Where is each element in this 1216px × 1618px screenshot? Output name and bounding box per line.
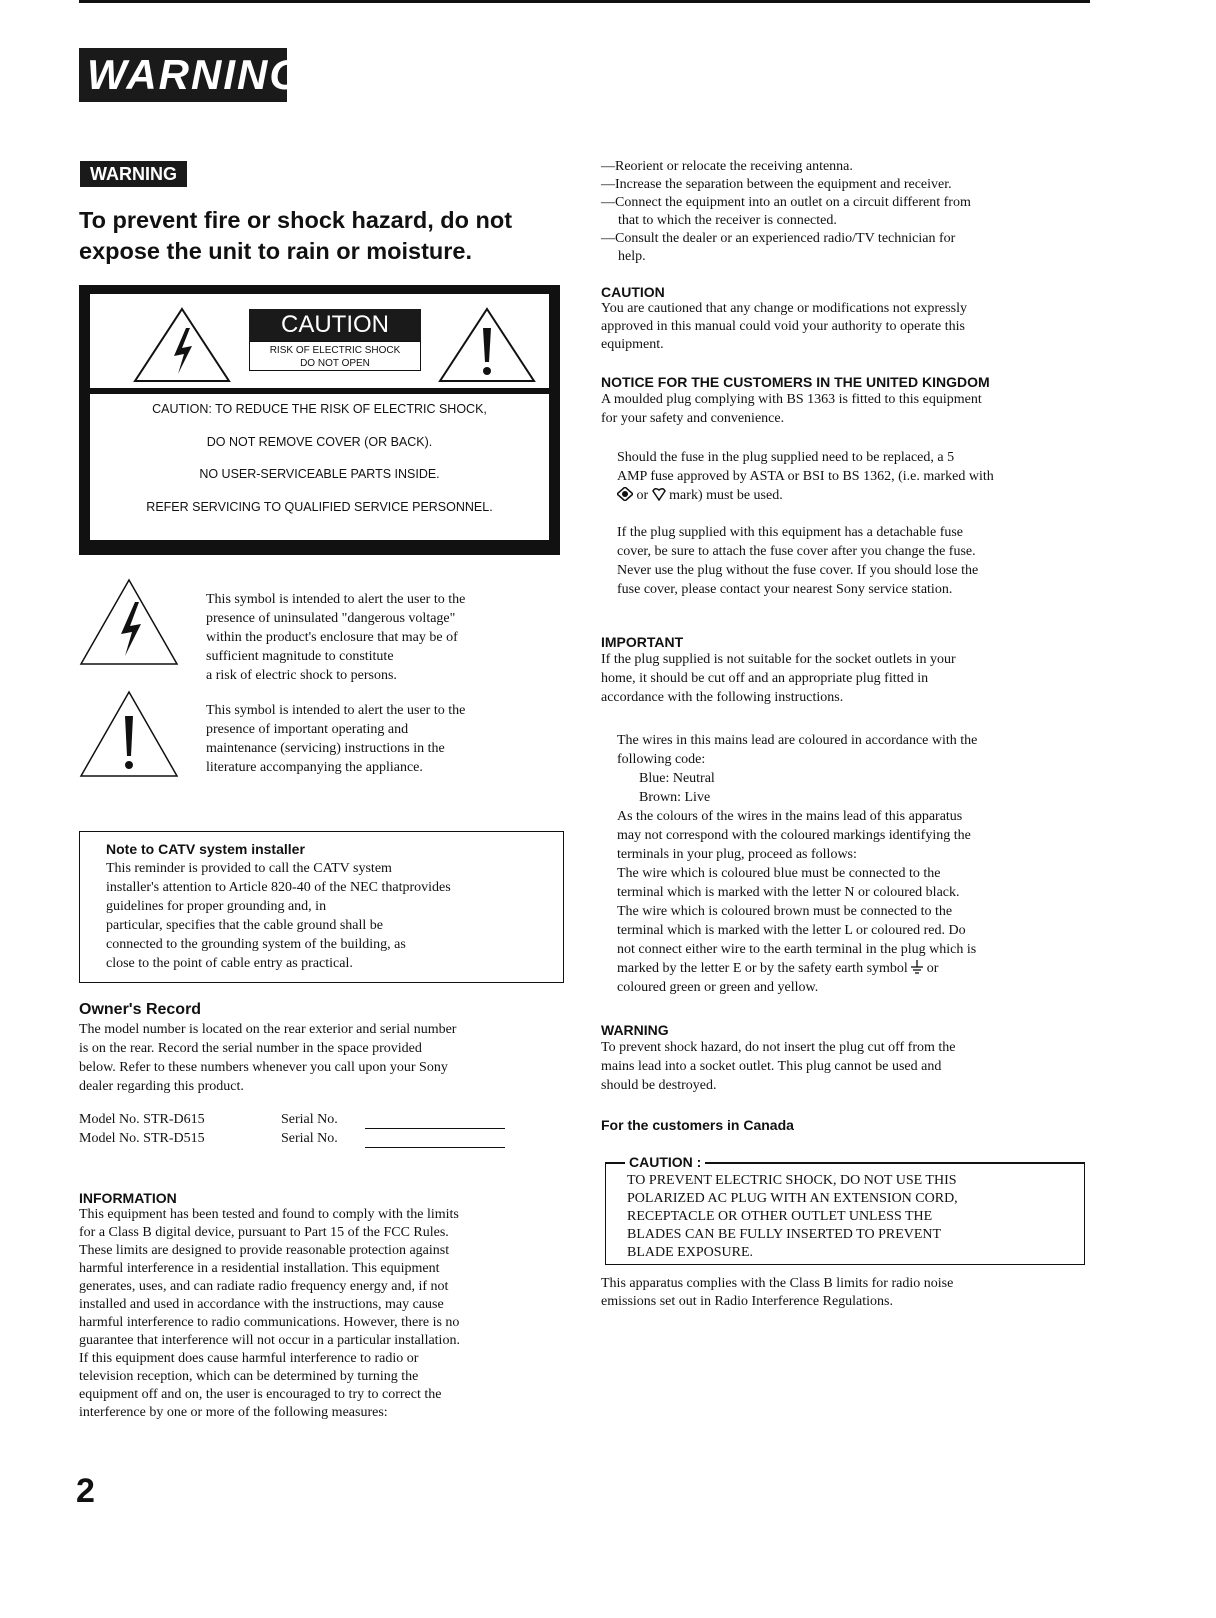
page-number: 2 <box>76 1472 95 1510</box>
wire-line: following code: <box>617 752 706 767</box>
canada-footer-line: This apparatus complies with the Class B limits for radio noise <box>601 1276 954 1291</box>
symbol-line: maintenance (servicing) instructions in the <box>206 741 445 756</box>
serial-input-line[interactable] <box>365 1114 505 1129</box>
symbol-description <box>206 590 566 685</box>
interference-measures <box>601 158 1091 266</box>
warning-tag: WARNING <box>80 161 187 187</box>
canada-line: RECEPTACLE OR OTHER OUTLET UNLESS THE <box>627 1209 933 1224</box>
wire-line: As the colours of the wires in the mains lead of this apparatus <box>617 809 963 824</box>
fuse-text: mark) must be used. <box>669 488 783 503</box>
uk-notice-title: NOTICE FOR THE CUSTOMERS IN THE UNITED KINGDOM <box>601 374 990 390</box>
canada-line: TO PREVENT ELECTRIC SHOCK, DO NOT USE THIS <box>627 1173 957 1188</box>
uk-cover-line: If the plug supplied with this equipment has a detachable fuse <box>617 525 964 540</box>
caution-section-line: approved in this manual could void your authority to operate this <box>601 319 965 334</box>
symbol-line: presence of uninsulated "dangerous voltage" <box>206 611 456 626</box>
measure-line: —Connect the equipment into an outlet on a circuit different from <box>601 195 971 210</box>
warning-section-line: mains lead into a socket outlet. This plug cannot be used and <box>601 1059 942 1074</box>
canada-line: BLADE EXPOSURE. <box>627 1245 754 1260</box>
model-row <box>79 1129 539 1148</box>
warning-section <box>601 1022 1091 1095</box>
bsi-kitemark-icon <box>652 487 666 501</box>
catv-note-line: This reminder is provided to call the CATV system <box>106 861 392 876</box>
uk-fuse-paragraph <box>617 448 1087 505</box>
wire-code: Brown: Live <box>639 790 711 805</box>
catv-note-line: guidelines for proper grounding and, in <box>106 899 327 914</box>
owners-record-line: The model number is located on the rear exterior and serial number <box>79 1022 457 1037</box>
information-line: These limits are designed to provide reasonable protection against <box>79 1243 450 1258</box>
catv-note-title: Note to CATV system installer <box>106 841 305 857</box>
wire-line: The wire which is coloured blue must be connected to the <box>617 866 941 881</box>
symbol-line: This symbol is intended to alert the user to the <box>206 592 466 607</box>
catv-note-line: close to the point of cable entry as practical. <box>106 956 353 971</box>
important-title: IMPORTANT <box>601 634 684 650</box>
uk-fuse-line: AMP fuse approved by ASTA or BSI to BS 1362, (i.e. marked with <box>617 469 994 484</box>
wire-line: coloured green or green and yellow. <box>617 980 819 995</box>
information-line: harmful interference in a residential installation. This equipment <box>79 1261 440 1276</box>
owners-record-title: Owner's Record <box>79 1001 202 1018</box>
symbol-line: sufficient magnitude to constitute <box>206 649 394 664</box>
earth-symbol-icon <box>911 960 923 974</box>
serial-input-line[interactable] <box>365 1133 505 1148</box>
information-line: If this equipment does cause harmful interference to radio or <box>79 1351 419 1366</box>
wire-line: terminal which is marked with the letter L or coloured red. Do <box>617 923 966 938</box>
information-line: harmful interference to radio communications. However, there is no <box>79 1315 460 1330</box>
wire-code-paragraph <box>617 731 1087 997</box>
exclamation-triangle-icon <box>437 306 537 384</box>
warning-section-title: WARNING <box>601 1022 669 1038</box>
catv-note-line: installer's attention to Article 820-40 of the NEC thatprovides <box>106 880 451 895</box>
wire-line: The wire which is coloured brown must be connected to the <box>617 904 953 919</box>
caution-line: REFER SERVICING TO QUALIFIED SERVICE PERSONNEL. <box>146 500 493 514</box>
owners-record <box>79 1000 579 1096</box>
wire-text: marked by the letter E or by the safety earth symbol <box>617 961 908 976</box>
serial-label: Serial No. <box>281 1112 338 1127</box>
catv-note-box <box>79 831 564 983</box>
symbol-line: a risk of electric shock to persons. <box>206 668 397 683</box>
uk-notice-line: for your safety and convenience. <box>601 411 785 426</box>
important-line: home, it should be cut off and an appropriate plug fitted in <box>601 671 929 686</box>
caution-section-line: equipment. <box>601 337 664 352</box>
symbol-line: presence of important operating and <box>206 722 409 737</box>
warning-section-line: To prevent shock hazard, do not insert the plug cut off from the <box>601 1040 956 1055</box>
owners-record-line: below. Refer to these numbers whenever you call upon your Sony <box>79 1060 448 1075</box>
measure-line: —Consult the dealer or an experienced radio/TV technician for <box>601 231 956 246</box>
headline <box>79 205 589 267</box>
exclamation-triangle-icon <box>79 690 179 780</box>
caution-section-line: You are cautioned that any change or modifications not expressly <box>601 301 967 316</box>
wire-line: terminal which is marked with the letter N or coloured black. <box>617 885 960 900</box>
model-number: Model No. STR-D615 <box>79 1112 205 1127</box>
information-line: television reception, which can be determined by turning the <box>79 1369 419 1384</box>
uk-cover-line: fuse cover, please contact your nearest Sony service station. <box>617 582 953 597</box>
headline-line: To prevent fire or shock hazard, do not <box>79 207 513 233</box>
wire-line: may not correspond with the coloured markings identifying the <box>617 828 971 843</box>
wire-line: The wires in this mains lead are coloured in accordance with the <box>617 733 978 748</box>
headline-line: expose the unit to rain or moisture. <box>79 238 473 264</box>
uk-cover-line: Never use the plug without the fuse cover. If you should lose the <box>617 563 979 578</box>
caution-line: CAUTION: TO REDUCE THE RISK OF ELECTRIC SHOCK, <box>152 402 487 416</box>
symbol-line: literature accompanying the appliance. <box>206 760 423 775</box>
model-serial-table <box>79 1110 539 1148</box>
symbol-description <box>206 701 566 777</box>
caution-box <box>79 285 560 555</box>
caution-line: DO NOT REMOVE COVER (OR BACK). <box>206 435 433 449</box>
serial-label: Serial No. <box>281 1131 338 1146</box>
uk-notice-line: A moulded plug complying with BS 1363 is fitted to this equipment <box>601 392 982 407</box>
wire-line: terminals in your plug, proceed as follows: <box>617 847 857 862</box>
model-row <box>79 1110 539 1129</box>
information-title: INFORMATION <box>79 1190 177 1206</box>
caution-section-title: CAUTION <box>601 284 665 300</box>
important-line: accordance with the following instructions. <box>601 690 844 705</box>
canada-caution-text <box>627 1172 1077 1262</box>
information-line: installed and used in accordance with the instructions, may cause <box>79 1297 444 1312</box>
measure-line: that to which the receiver is connected. <box>618 213 837 228</box>
fuse-or: or <box>636 488 649 503</box>
information-section <box>79 1190 589 1422</box>
owners-record-line: is on the rear. Record the serial number in the space provided <box>79 1041 422 1056</box>
information-line: guarantee that interference will not occur in a particular installation. <box>79 1333 460 1348</box>
information-line: This equipment has been tested and found to comply with the limits <box>79 1207 459 1222</box>
wire-line <box>617 959 1087 978</box>
information-line: generates, uses, and can radiate radio frequency energy and, if not <box>79 1279 449 1294</box>
caution-box-top <box>90 294 549 388</box>
caution-subtitle <box>249 341 421 371</box>
asta-mark-icon <box>617 487 633 501</box>
wire-code: Blue: Neutral <box>639 771 715 786</box>
uk-notice <box>601 374 1091 428</box>
uk-fuse-line <box>617 486 1087 505</box>
canada-footer <box>601 1275 1091 1311</box>
caution-box-text <box>90 394 549 540</box>
measure-line: help. <box>618 249 646 264</box>
caution-sub-line: DO NOT OPEN <box>300 358 370 369</box>
wire-line: not connect either wire to the earth terminal in the plug which is <box>617 942 977 957</box>
information-line: for a Class B digital device, pursuant to Part 15 of the FCC Rules. <box>79 1225 449 1240</box>
top-rule <box>79 0 1090 3</box>
caution-title: CAUTION <box>249 309 421 341</box>
warning-section-line: should be destroyed. <box>601 1078 717 1093</box>
measure-line: —Reorient or relocate the receiving antenna. <box>601 159 853 174</box>
catv-note-line: connected to the grounding system of the building, as <box>106 937 406 952</box>
canada-title: For the customers in Canada <box>601 1117 794 1133</box>
caution-section <box>601 284 1091 354</box>
lightning-triangle-icon <box>79 578 179 668</box>
information-line: interference by one or more of the following measures: <box>79 1405 388 1420</box>
caution-line: NO USER-SERVICEABLE PARTS INSIDE. <box>199 467 440 481</box>
uk-cover-line: cover, be sure to attach the fuse cover after you change the fuse. <box>617 544 976 559</box>
canada-line: POLARIZED AC PLUG WITH AN EXTENSION CORD, <box>627 1191 958 1206</box>
caution-sub-line: RISK OF ELECTRIC SHOCK <box>269 345 401 356</box>
canada-caution-label: CAUTION : <box>625 1154 705 1170</box>
information-line: equipment off and on, the user is encouraged to try to correct the <box>79 1387 442 1402</box>
model-number: Model No. STR-D515 <box>79 1131 205 1146</box>
wire-text: or <box>926 961 939 976</box>
symbol-line: This symbol is intended to alert the user to the <box>206 703 466 718</box>
catv-note-line: particular, specifies that the cable ground shall be <box>106 918 383 933</box>
measure-line: —Increase the separation between the equipment and receiver. <box>601 177 952 192</box>
symbol-line: within the product's enclosure that may be of <box>206 630 458 645</box>
canada-footer-line: emissions set out in Radio Interference Regulations. <box>601 1294 893 1309</box>
important-section <box>601 634 1091 707</box>
important-line: If the plug supplied is not suitable for the socket outlets in your <box>601 652 956 667</box>
canada-line: BLADES CAN BE FULLY INSERTED TO PREVENT <box>627 1227 942 1242</box>
owners-record-line: dealer regarding this product. <box>79 1079 244 1094</box>
warning-banner: WARNING <box>79 48 287 102</box>
uk-cover-paragraph <box>617 523 1087 599</box>
uk-fuse-line: Should the fuse in the plug supplied need to be replaced, a 5 <box>617 450 955 465</box>
lightning-triangle-icon <box>132 306 232 384</box>
